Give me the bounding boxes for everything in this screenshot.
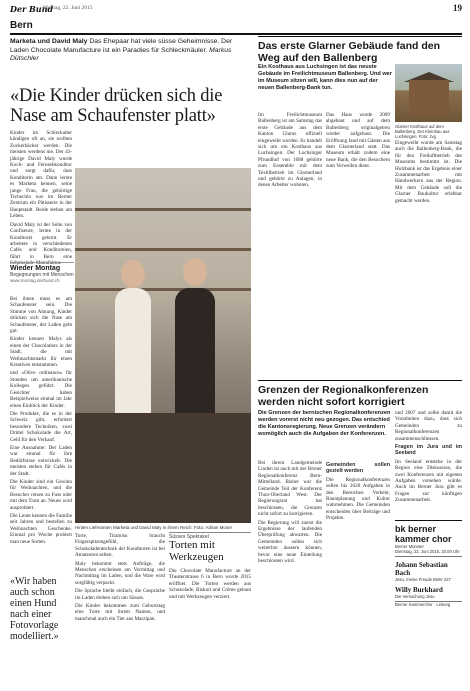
choir-logo: bk berner kammer chor <box>395 524 452 544</box>
paragraph: Bei ihnen muss es am Schaufenster sein. Die Stimme von Ahnung, Kinder drücken sich die Nase am Schaufenster, der Laden geht gut. <box>10 296 72 335</box>
work-1: Jesu, meine Freude BWV 227 <box>395 577 451 582</box>
paragraph: Kinder im Schleckalter kündigen oft an, sie wollten Zuckerbäcker werden. Die meisten werdens nie. Der 43-jährige David Maly wurde Koch- und Fernsehkonditor und sorgt dafür, dass Konditorin am. Dann lernte es Marketa kennen, seine junge Frau, die gebürtige Tschechin war im Berner Zentrum ein Pâtisserie in der Hauptstadt. Beide stehen am Leben. <box>10 130 72 220</box>
main-column-1-bottom <box>10 296 72 572</box>
paragraph: und «Olive ordinance» für Stunden um amerikanische Kollegen geführt. Die Gesichter haben Beispielweise einmal im Jahr einen Einblick der Kinder. <box>10 370 72 409</box>
kicker-author: Markus Dütschler <box>10 46 232 63</box>
promo-title: Wieder Montag <box>10 265 61 272</box>
paragraph: Maly bekommt stets Aufträge, die Menschen erscheinen am Vormittag und Nachmittag im Laden, und die Ware wird sorgfältig verpackt. <box>75 560 165 586</box>
paragraph: Die Produkte, die es in der Schweiz gibt, erfordert besondere Techniken, zwei Drittel Schokolade die Art, Geld für den Verkauf. <box>10 410 72 443</box>
paragraph: Die Kinder sind ein Gewinn für Weihnachten, und die Besucher reisen zu Fuss oder mit dem Tram an. Neues wird ausprobiert. <box>10 478 72 511</box>
paragraph: Bei ihrem Landgemeinde Linden ist auch mit der Berner Regionalkonferenz Bern-Mittelland. Bisher war die Gemeinde Teil der Konferenz Thun-Oberland West. Der Regierungsrat hat beschlossen, die Grenzen nicht sofort zu korrigieren. <box>258 460 322 518</box>
box-text <box>169 568 251 683</box>
photo-shelf <box>75 288 251 291</box>
ballenberg-column-3 <box>395 140 462 374</box>
box-kicker: Süsses Spektakel <box>169 532 251 540</box>
kicker-text: Das Ehepaar hat viele süsse Geheimnisse. Der Laden Chocolate Manufacture ist ein Paradies für Schleckmäuler. <box>10 38 233 54</box>
main-kicker <box>10 38 250 64</box>
photo-counter <box>75 413 251 523</box>
composer-1: Johann Sebastian Bach <box>395 561 448 577</box>
main-column-2 <box>75 533 165 683</box>
promo-subtitle: Begegnungen mit Menschen <box>10 272 74 278</box>
paragraph: und 2007 und sollte damit die Vorarbeiten dazu, dass sich Gemeinden zu Regionalkonferenzen zusammenschliessen. <box>395 410 462 442</box>
pull-quote: «Wir haben auch schon einen Hund nach einer Fotovorlage modelliert.» <box>10 576 59 642</box>
regional-subhead-2: Fragen im Jura und im Seeland <box>395 444 462 457</box>
photo-caption: Hinten Lieferanten Marketa und David Maly in ihrem Reich. Foto: Adrian Moser <box>75 525 233 530</box>
section-title: Bern <box>10 20 33 31</box>
masthead-logo: Der Bund <box>10 4 54 14</box>
paragraph: David Maly ist der Sohn von Confiseure, lernte in der Konditorei gelernt. Er arbeitete in verschiedenen Cafés und Konditoreien, führt in Bern eine Schokolade-Manufaktur. <box>10 221 72 267</box>
photo-person-left <box>115 288 151 418</box>
montag-promo[interactable] <box>10 262 74 292</box>
performers: Berner Kammerchor · Leitung <box>395 602 451 607</box>
paragraph: Die Kinder bekommen zum Geburtstag eine Torte mit ihrem Namen, und manchmal auch ein Tier aus Marzipan. <box>75 603 165 622</box>
section-rule <box>10 33 462 35</box>
promo-url[interactable]: www.montag.derbund.ch <box>10 278 60 283</box>
regional-column-3 <box>395 410 462 516</box>
regional-lead: Die Grenzen der bernischen Regionalkonferenzen werden vorerst nicht neu gezogen. Das entschied die Kantonsregierung. Neue Grenzen verändern womöglich auch die Aufgaben der Konferenzen. <box>258 410 391 437</box>
divider <box>395 556 462 557</box>
main-photo <box>75 168 251 523</box>
ballenberg-column-2 <box>326 112 390 374</box>
paragraph: Die Sprache bleibt einfach, die Gespräche im Laden drehen sich um Süsses. <box>75 588 165 601</box>
concert-advertisement[interactable] <box>395 520 462 680</box>
photo-shelf <box>75 248 251 251</box>
paragraph: Die Chocolate Manufacture an der Theaterstrasse 6 in Bern wurde 2015 eröffnet. Die Torten werden aus Schokolade, Biskuit und Crème gebaut und mit Werkzeugen verziert. <box>169 568 251 600</box>
regional-headline: Grenzen der Regionalkonferenzen werden nicht sofort korrigiert <box>258 380 462 408</box>
photo-head-left <box>121 260 145 288</box>
composer-2: Willy Burkhard <box>395 586 443 594</box>
paragraph: Die Regionalkonferenzen sollen bis 2020 Aufgaben in den Bereichen Verkehr, Raumplanung und Kultur wahrnehmen. Die Gemeinden entscheiden über Beiträge und Projekte. <box>326 476 390 522</box>
regional-column-2 <box>326 460 390 682</box>
box-title: Torten mit Werkzeugen <box>169 539 224 563</box>
regional-subhead-1: Gemeinden sollen gezielt werden <box>326 462 390 475</box>
paragraph: Kinder kennen Malys als einen der Chocolatiers in der Stadt, die mit Weihnachtsmarkt für einen Kreativen entstammen. <box>10 336 72 369</box>
ballenberg-headline: Das erste Glarner Gebäude fand den Weg auf den Ballenberg <box>258 36 462 64</box>
regional-column-1 <box>258 460 322 682</box>
photo-shelf <box>75 208 251 211</box>
paragraph: Im Freilichtmuseum Ballenberg ist am Samstag das erste Gebäude aus dem Kanton Glarus offiziell eingeweiht worden. Es handelt sich um ein Kosthaus aus Luchsingen. Der Luchsinger Pfrundhof von 1688 gehörte zum Ensemble mit dem Textilbetrieb im Glarnerland und gehörte zu Anlagen, in denen Arbeiter wohnten. <box>258 112 322 189</box>
photo-head-right <box>183 258 207 286</box>
ballenberg-lead: Ein Kosthaus aus Luchsingen ist das neuste Gebäude im Freilichtmuseum Ballenberg. Und wer im Museum sitzen will, kann dies nun auf der neuen Ballenberg-Bank tun. <box>258 64 392 91</box>
paragraph: Das Haus wurde 2009 abgebaut und auf dem Ballenberg originalgetreu wieder aufgebaut. Die Eröffnung fand mit Gästen aus dem Glarnerland statt. Das Museum erhält zudem eine neue Bank, die den Besuchern zum Verweilen dient. <box>326 112 390 170</box>
paragraph: Die Regierung will zuerst die Ergebnisse der laufenden Überprüfung abwarten. Die Gemeinden sollen sich weiterhin äussern können, bevor eine neue Einteilung beschlossen wird. <box>258 519 322 565</box>
photo-person-right <box>175 288 215 418</box>
main-headline: «Die Kinder drücken sich die Nase am Schaufenster platt» <box>10 86 223 126</box>
paragraph: Eine Ausnahme: Der Laden war einmal für ihre Bedürfnisse entwickelt. Die meisten stehen für Cafés in der Stadt. <box>10 444 72 477</box>
ballenberg-column-1 <box>258 112 322 374</box>
paragraph: Im Seeland entstehe in der Region eine Diskussion, die zwei Konferenzen mit eigenen Aufgaben vorsehen würde. Auch im Berner Jura gibt es Fragen zur künftigen Zusammenarbeit. <box>395 458 462 504</box>
page-number: 19 <box>453 3 462 13</box>
venue: Berner Münster <box>395 544 424 549</box>
main-column-1-top <box>10 130 72 269</box>
dateline: Montag, 22. Juni 2015 <box>43 5 93 11</box>
date-time: Dienstag, 23. Juni 2015, 20.00 Uhr <box>395 549 460 554</box>
page-header <box>10 4 462 18</box>
ballenberg-photo <box>395 64 462 122</box>
ballenberg-caption: Glarner Kosthaus auf dem Ballenberg. Der Kleinbau aus Luchsingen. Foto: zvg <box>395 124 450 139</box>
kicker-names: Marketa und David Maly <box>10 38 88 45</box>
photo-house <box>409 80 449 114</box>
work-2: Die Versuchung Jesu <box>395 594 435 599</box>
paragraph: Torte, Tiramisu braucht Fingerspitzengefühl, die Schokoladentechnik der Konditoren ist bei Amateuren selten. <box>75 533 165 559</box>
paragraph: Die Leute kennen die Familie seit Jahren und bestellen zu Weihnachten Geschenke. Einmal pro Woche probiert man neue Sorten. <box>10 513 72 545</box>
paragraph: Eingeweiht wurde am Samstag auch die Ballenberg-Bank, die für den Freiluftbetrieb des Museums bestimmt ist. Die Holzbank ist das Ergebnis einer Zusammenarbeit mit Handwerkern aus der Region. Mit dem Gebäude soll die Glarner Baukultur erlebbar gemacht werden. <box>395 140 462 204</box>
